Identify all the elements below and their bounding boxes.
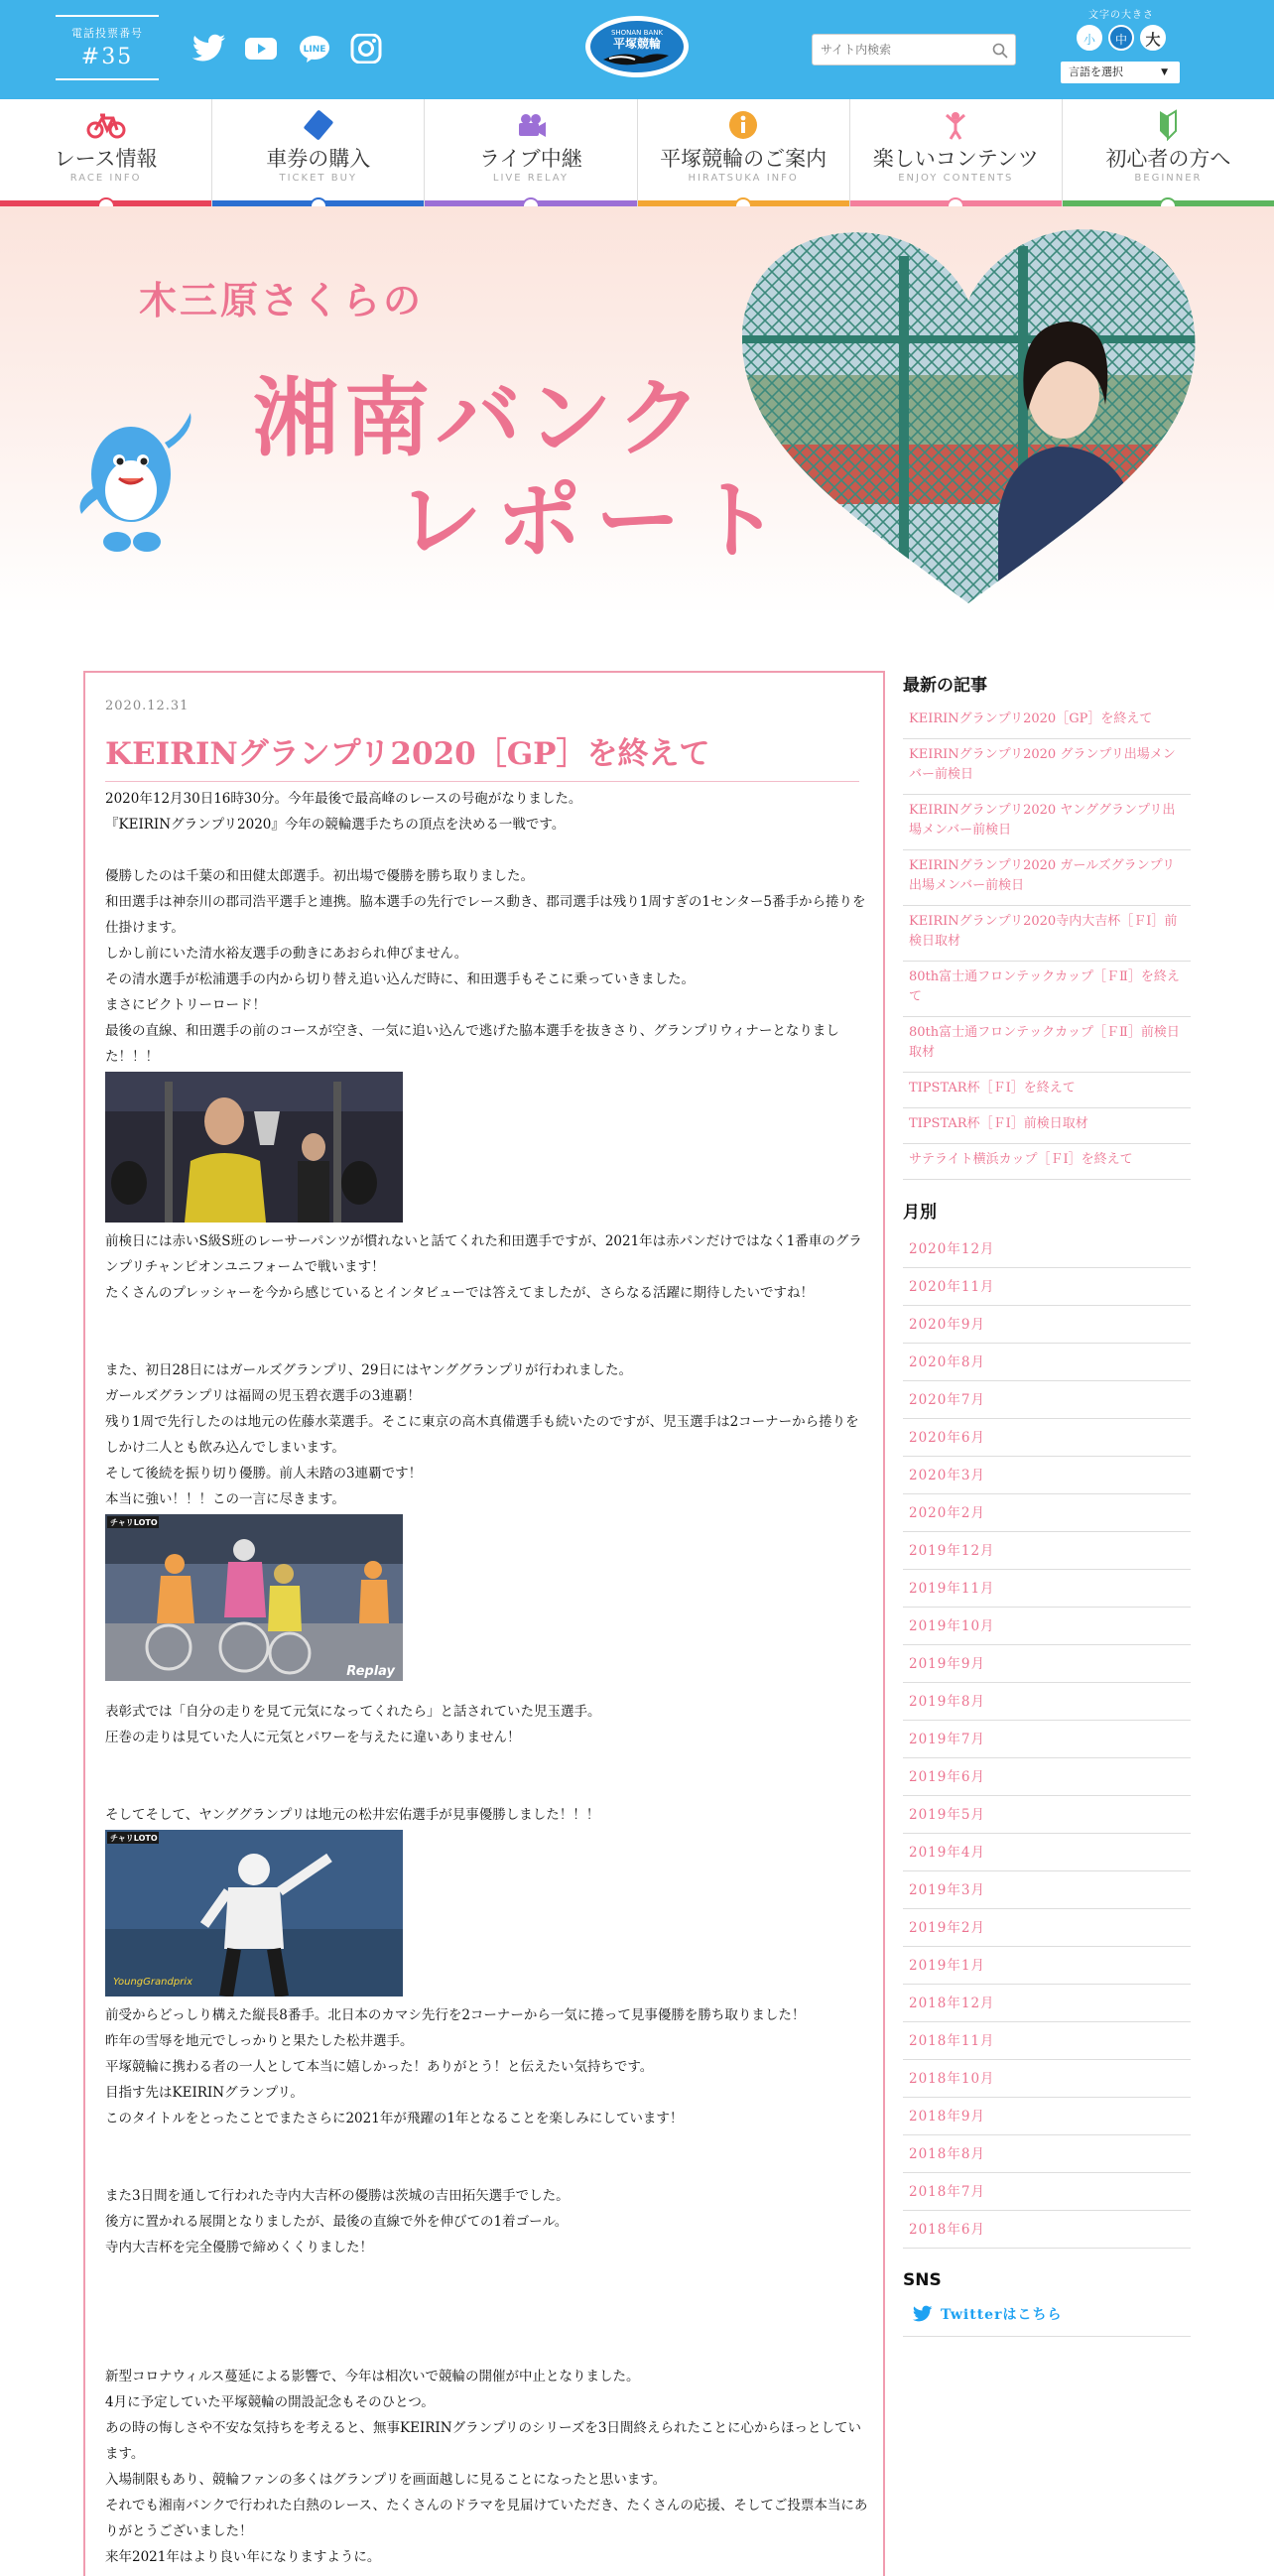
girls-grandprix-race-photo (105, 1514, 403, 1681)
article-paragraph: 昨年の雪辱を地元でしっかりと果たした松井選手。 (105, 2033, 414, 2049)
line-icon[interactable] (298, 34, 331, 64)
video-camera-icon (511, 109, 551, 141)
dolphin-mascot-illustration (69, 405, 208, 564)
article-paragraph: 新型コロナウィルス蔓延による影響で、今年は相次いで競輪の開催が中止となりました。 (105, 2369, 640, 2384)
svg-text:LINE: LINE (303, 45, 326, 55)
archive-month-link[interactable]: 2019年12月 (903, 1532, 1191, 1570)
article-paragraph: 寺内大吉杯を完全優勝で締めくくりました！ (105, 2240, 373, 2255)
article-paragraph: しかし前にいた清水裕友選手の動きにあおられ伸びません。 (105, 946, 468, 962)
nav-label: 車券の購入 (266, 147, 371, 171)
archive-month-link[interactable]: 2019年9月 (903, 1645, 1191, 1683)
article-card (83, 671, 885, 2576)
article-paragraph: 残り1周で先行したのは地元の佐藤水菜選手。そこに東京の高木真備選手も続いたのですが、児玉選手は2コーナーから捲りをしかけ二人とも飲み込んでしまいます。 (105, 1414, 859, 1456)
archive-month-link[interactable]: 2018年9月 (903, 2098, 1191, 2135)
chevron-down-icon: ▼ (1161, 67, 1168, 77)
monthly-archive-heading: 月別 (903, 1203, 937, 1223)
nav-label: レース情報 (54, 147, 158, 171)
archive-month-link[interactable]: 2018年10月 (903, 2060, 1191, 2098)
instagram-icon[interactable] (349, 34, 383, 64)
archive-month-link[interactable]: 2020年6月 (903, 1419, 1191, 1457)
article-paragraph: その清水選手が松浦選手の内から切り替え追い込んだ時に、和田選手もそこに乗っていきました。 (105, 971, 695, 987)
nav-sublabel: LIVE RELAY (492, 173, 569, 184)
archive-month-link[interactable]: 2020年12月 (903, 1230, 1191, 1268)
article-paragraph: 最後の直線、和田選手の前のコースが空き、一気に追い込んで逃げた脇本選手を抜きさり、グランプリウィナーとなりました！！！ (105, 1023, 839, 1065)
nav-sublabel: TICKET BUY (279, 173, 357, 184)
nav-item-race-info[interactable] (0, 99, 212, 206)
archive-month-link[interactable]: 2020年8月 (903, 1344, 1191, 1381)
nav-indicator (1159, 197, 1177, 206)
photo-badge: チャリLOTO (110, 1518, 158, 1527)
font-size-large-button[interactable]: 大 (1140, 25, 1166, 51)
archive-month-link[interactable]: 2020年2月 (903, 1494, 1191, 1532)
article-paragraph: 本当に強い！！！この一言に尽きます。 (105, 1491, 345, 1507)
search-icon[interactable] (992, 43, 1008, 59)
archive-month-link[interactable]: 2018年7月 (903, 2173, 1191, 2211)
cheer-person-icon (936, 109, 975, 141)
recent-post-link[interactable]: KEIRINグランプリ2020 ヤンググランプリ出場メンバー前検日 (903, 795, 1191, 850)
logo-text-top: SHONAN BANK (610, 29, 664, 37)
nav-label: 平塚競輪のご案内 (660, 147, 828, 171)
archive-month-link[interactable]: 2018年6月 (903, 2211, 1191, 2249)
language-select[interactable] (1061, 62, 1180, 83)
recent-post-link[interactable]: サテライト横浜カップ［ＦⅠ］を終えて (903, 1144, 1191, 1180)
hiratsuka-keirin-logo[interactable] (583, 14, 691, 79)
logo-text-main: 平塚競輪 (612, 37, 662, 51)
hero-title-line2: レポート (397, 471, 794, 571)
nav-indicator (522, 197, 540, 206)
nav-item-ticket-buy[interactable] (212, 99, 425, 206)
language-select-label: 言語を選択 (1069, 65, 1123, 78)
article-paragraph: このタイトルをとったことでまたさらに2021年が飛躍の1年となることを楽しみにしています！ (105, 2111, 684, 2126)
article-paragraph: また、初日28日にはガールズグランプリ、29日にはヤンググランプリが行われました。 (105, 1362, 633, 1378)
archive-month-link[interactable]: 2019年11月 (903, 1570, 1191, 1608)
twitter-link-label: Twitterはこちら (941, 2307, 1063, 2323)
sns-heading: SNS (903, 2270, 942, 2290)
sidebar (903, 671, 1191, 2337)
nav-sublabel: BEGINNER (1134, 173, 1203, 184)
nav-indicator (734, 197, 752, 206)
article-paragraph: 来年2021年はより良い年になりますように。 (105, 2549, 381, 2565)
global-nav (0, 99, 1274, 206)
font-size-switcher (1062, 6, 1181, 51)
recent-post-link[interactable]: TIPSTAR杯［ＦⅠ］を終えて (903, 1073, 1191, 1108)
ticket-icon (299, 109, 338, 141)
article-paragraph: 平塚競輪に携わる者の一人として本当に嬉しかった！ありがとう！と伝えたい気持ちです。 (105, 2059, 654, 2075)
article-paragraph: 『KEIRINグランプリ2020』今年の競輪選手たちの頂点を決める一戦です。 (105, 817, 566, 833)
bicycle-icon (86, 109, 126, 141)
phone-vote-label: 電話投票番号 (71, 27, 143, 40)
archive-month-link[interactable]: 2019年2月 (903, 1909, 1191, 1947)
article-paragraph: まさにビクトリーロード！ (105, 997, 266, 1013)
info-icon (723, 109, 763, 141)
archive-month-link[interactable]: 2019年8月 (903, 1683, 1191, 1721)
article-paragraph: 圧巻の走りは見ていた人に元気とパワーを与えたに違いありません！ (105, 1730, 521, 1745)
nav-indicator (310, 197, 327, 206)
reporter-photo-heart (730, 216, 1207, 613)
site-header (0, 0, 1274, 99)
beginner-mark-icon (1148, 109, 1188, 141)
recent-post-link[interactable]: KEIRINグランプリ2020寺内大吉杯［ＦⅠ］前検日取材 (903, 906, 1191, 962)
recent-post-link[interactable]: KEIRINグランプリ2020 ガールズグランプリ出場メンバー前検日 (903, 850, 1191, 906)
monthly-archive-list (903, 1230, 1191, 2249)
youtube-icon[interactable] (244, 34, 278, 64)
article-paragraph: 和田選手は神奈川の郡司浩平選手と連携。脇本選手の先行でレース動き、郡司選手は残り1周すぎの1センター5番手から捲りを仕掛けます。 (105, 894, 866, 936)
twitter-icon[interactable] (192, 34, 226, 64)
phone-vote-value: #35 (80, 45, 134, 69)
twitter-icon (913, 2305, 933, 2323)
archive-month-link[interactable]: 2020年7月 (903, 1381, 1191, 1419)
archive-month-link[interactable]: 2019年7月 (903, 1721, 1191, 1758)
article-paragraph: それでも湘南バンクで行われた白熱のレース、たくさんのドラマを見届けていただき、たくさんの応援、そしてご投票本当にありがとうございました！ (105, 2498, 868, 2539)
article-paragraph: そして後続を振り切り優勝。前人未踏の3連覇です！ (105, 1466, 423, 1481)
young-grandprix-winner-photo (105, 1830, 403, 1996)
archive-month-link[interactable]: 2018年8月 (903, 2135, 1191, 2173)
nav-item-enjoy-contents[interactable] (850, 99, 1063, 206)
nav-item-beginner[interactable] (1063, 99, 1274, 206)
archive-month-link[interactable]: 2019年5月 (903, 1796, 1191, 1834)
font-size-small-button[interactable]: 小 (1077, 25, 1102, 51)
nav-sublabel: HIRATSUKA INFO (688, 173, 799, 184)
archive-month-link[interactable]: 2020年3月 (903, 1457, 1191, 1494)
nav-label: ライブ中継 (479, 147, 582, 171)
article-paragraph: 入場制限もあり、競輪ファンの多くはグランプリを画面越しに見ることになったと思います。 (105, 2472, 667, 2488)
nav-indicator (97, 197, 115, 206)
photo-caption: YoungGrandprix (113, 1977, 192, 1988)
article-paragraph: 後方に置かれる展開となりましたが、最後の直線で外を伸びての1着ゴール。 (105, 2214, 569, 2230)
recent-post-link[interactable]: KEIRINグランプリ2020［GP］を終えて (903, 704, 1191, 739)
article-paragraph: また3日間を通して行われた寺内大吉杯の優勝は茨城の吉田拓矢選手でした。 (105, 2188, 570, 2204)
font-size-label: 文字の大きさ (1088, 10, 1154, 21)
archive-month-link[interactable]: 2020年11月 (903, 1268, 1191, 1306)
archive-month-link[interactable]: 2018年11月 (903, 2022, 1191, 2060)
nav-sublabel: RACE INFO (69, 173, 142, 184)
article-paragraph: 目指す先はKEIRINグランプリ。 (105, 2085, 304, 2101)
archive-month-link[interactable]: 2019年1月 (903, 1947, 1191, 1985)
article-date: 2020.12.31 (105, 699, 190, 713)
archive-month-link[interactable]: 2019年4月 (903, 1834, 1191, 1871)
nav-label: 初心者の方へ (1105, 147, 1231, 171)
article-title: KEIRINグランプリ2020［GP］を終えて (105, 728, 859, 782)
nav-sublabel: ENJOY CONTENTS (898, 173, 1014, 184)
recent-post-link[interactable]: KEIRINグランプリ2020 グランプリ出場メンバー前検日 (903, 739, 1191, 795)
hero-title-line1: 湘南バンク (253, 369, 708, 468)
archive-month-link[interactable]: 2019年3月 (903, 1871, 1191, 1909)
nav-item-hiratsuka-info[interactable] (638, 99, 850, 206)
article-paragraph: ガールズグランプリは福岡の児玉碧衣選手の3連覇！ (105, 1388, 421, 1404)
archive-month-link[interactable]: 2019年6月 (903, 1758, 1191, 1796)
archive-month-link[interactable]: 2020年9月 (903, 1306, 1191, 1344)
article-paragraph: 表彰式では「自分の走りを見て元気になってくれたら」と話されていた児玉選手。 (105, 1704, 601, 1720)
article-paragraph: 前受からどっしり構えた縦長8番手。北日本のカマシ先行を2コーナーから一気に捲って見事優勝を勝ち取りました！ (105, 2007, 806, 2023)
hero-subtitle: 木三原さくらの (139, 279, 425, 322)
article-paragraph: そしてそして、ヤンググランプリは地元の松井宏佑選手が見事優勝しました！！！ (105, 1807, 600, 1823)
site-search (812, 34, 1016, 65)
recent-post-link[interactable]: 80th富士通フロンテックカップ［ＦⅡ］前検日取材 (903, 1017, 1191, 1073)
article-paragraph: 4月に予定していた平塚競輪の開設記念もそのひとつ。 (105, 2394, 435, 2410)
nav-indicator (947, 197, 964, 206)
article-paragraph: あの時の悔しさや不安な気持ちを考えると、無事KEIRINグランプリのシリーズを3日間終えられたことに心からほっとしています。 (105, 2420, 861, 2462)
article-paragraph: 優勝したのは千葉の和田健太郎選手。初出場で優勝を勝ち取りました。 (105, 868, 534, 884)
archive-month-link[interactable]: 2018年12月 (903, 1985, 1191, 2022)
twitter-link[interactable] (903, 2298, 1191, 2337)
font-size-medium-button[interactable]: 中 (1108, 25, 1134, 51)
recent-posts-list (903, 704, 1191, 1180)
recent-post-link[interactable]: TIPSTAR杯［ＦⅠ］前検日取材 (903, 1108, 1191, 1144)
winner-trophy-photo (105, 1072, 403, 1223)
nav-item-live-relay[interactable] (425, 99, 637, 206)
archive-month-link[interactable]: 2019年10月 (903, 1608, 1191, 1645)
photo-badge: チャリLOTO (110, 1834, 158, 1843)
article-paragraph: 2020年12月30日16時30分。今年最後で最高峰のレースの号砲がなりました。 (105, 791, 582, 807)
article-body (105, 786, 869, 2570)
article-paragraph: たくさんのプレッシャーを今から感じているとインタビューでは答えてましたが、さらなる活躍に期待したいですね！ (105, 1285, 815, 1301)
phone-vote-number (56, 15, 159, 80)
photo-caption: Replay (346, 1664, 395, 1679)
article-paragraph: 前検日には赤いS級S班のレーサーパンツが慣れないと話てくれた和田選手ですが、2021年は赤パンだけではなく1番車のグランプリチャンピオンユニフォームで戦います！ (105, 1233, 862, 1275)
nav-label: 楽しいコンテンツ (872, 147, 1039, 171)
recent-posts-heading: 最新の記事 (903, 676, 987, 696)
recent-post-link[interactable]: 80th富士通フロンテックカップ［ＦⅡ］を終えて (903, 962, 1191, 1017)
search-input[interactable] (813, 35, 981, 64)
